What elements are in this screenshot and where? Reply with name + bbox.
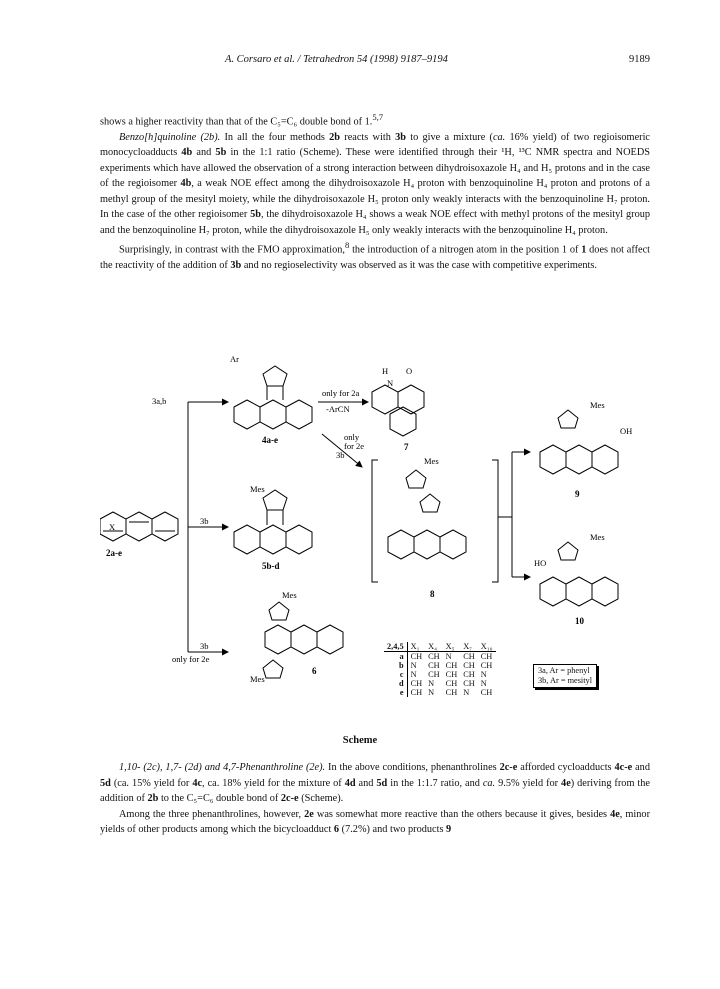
label-only-for-2e: only for 2e — [172, 654, 210, 664]
structure-8 — [372, 460, 498, 582]
label-only: only — [344, 432, 360, 442]
structure-6 — [263, 602, 343, 678]
label-2a-e: 2a-e — [106, 548, 122, 558]
label-n-7: N — [387, 378, 394, 388]
label-8: 8 — [430, 589, 435, 599]
table-row: e CH N CH N CH — [384, 688, 496, 697]
reaction-scheme — [100, 352, 660, 732]
structure-7 — [372, 385, 424, 436]
structure-5b-d — [234, 490, 312, 554]
running-header — [100, 54, 650, 70]
reagent-legend: 3a, Ar = phenyl 3b, Ar = mesityl — [533, 664, 597, 688]
label-only-for-2a: only for 2a — [322, 388, 360, 398]
label-6: 6 — [312, 666, 317, 676]
top-paragraphs — [100, 110, 650, 274]
label-4a-e: 4a-e — [262, 435, 278, 445]
table-header-row: 2,4,5 X₁ X₄ X₅ X₇ X₁₀ — [384, 642, 496, 652]
label-mes-10: Mes — [590, 532, 605, 542]
paragraph-3: Surprisingly, in contrast with the FMO approximation,$^8$ the introduction of a nitrogen atom in the position 1 of 1 does not affect the reactivity of the addition of 3b and no regioselectivity was observed as it was the case with competitive experiments. — [100, 240, 650, 272]
table-row: d CH N CH CH N — [384, 679, 496, 688]
table-row: c N CH CH CH N — [384, 670, 496, 679]
table-row: a CH CH N CH CH — [384, 652, 496, 662]
label-9: 9 — [575, 489, 580, 499]
table-row: b N CH CH CH CH — [384, 661, 496, 670]
substituent-table — [384, 642, 496, 697]
label-for-2e: for 2e — [344, 441, 365, 451]
bottom-paragraphs — [100, 760, 650, 838]
label-mes-6bottom: Mes — [250, 674, 265, 684]
label-h-7: H — [382, 366, 389, 376]
label-3ab: 3a,b — [152, 396, 167, 406]
label-ar: Ar — [230, 354, 239, 364]
paragraph-4: 1,10- (2c), 1,7- (2d) and 4,7-Phenanthroline (2e). In the above conditions, phenanthrolines 2c-e afforded cycloadducts 4c-e and 5d (ca. 15% yield for 4c, ca. 18% yield for the mixture of 4d and 5d in the 1:1.7 ratio, and ca. 9.5% yield for 4e) deriving from the addition of 2b to the C₅=C₆ double bond of 2c-e (Scheme). — [100, 762, 650, 804]
structure-4a-e — [234, 366, 312, 429]
page-number: 9189 — [629, 54, 650, 65]
label-3b-mid: 3b — [200, 516, 209, 526]
label-o-7: O — [406, 366, 413, 376]
paragraph-2: Benzo[h]quinoline (2b). In all the four methods 2b reacts with 3b to give a mixture (ca. 16% yield) of two regioisomeric monocycloadducts 4b and 5b in the 1:1 ratio (Scheme). These were identified through their ¹H, ¹³C NMR spectra and NOEDS experiments which have allowed the observation of a strong interaction between dihydroisoxazole H₄ and H₅ protons and in the case of the regioisomer 4b, a weak NOE effect among the dihydroisoxazole H₄ proton with benzoquinoline H₄ proton and protons of a methyl group of the mesityl moiety, while the dihydroisoxazole H₅ proton only weakly interacts with the benzoquinoline H₇ proton. In the case of the other regioisomer 5b, the dihydroisoxazole H₄ shows a weak NOE effect with methyl protons of the mesityl group and the benzoquinoline H₇ proton, while the dihydroisoxazole H₅ only weakly interacts with the benzoquinoline H₄ proton. — [100, 131, 651, 236]
label-oh: OH — [620, 426, 633, 436]
label-mes-6top: Mes — [282, 590, 297, 600]
structure-10 — [540, 542, 618, 606]
structure-9 — [540, 410, 618, 474]
label-7: 7 — [404, 442, 409, 452]
label-mes-8: Mes — [424, 456, 439, 466]
label-mes-9: Mes — [590, 400, 605, 410]
label-mes-5: Mes — [250, 484, 265, 494]
journal-citation: A. Corsaro et al. / Tetrahedron 54 (1998) 9187–9194 — [225, 54, 448, 65]
label-3b-diag: 3b — [336, 450, 345, 460]
label-10: 10 — [575, 616, 584, 626]
paragraph-5: Among the three phenanthrolines, however, 2e was somewhat more reactive than the others because it gives, besides 4e, minor yields of other products among which the bicycloadduct 6 (7.2%) and two products 9 — [100, 808, 650, 835]
label-arcn: -ArCN — [326, 404, 350, 414]
scheme-caption: Scheme — [342, 735, 378, 746]
label-5b-d: 5b-d — [262, 561, 280, 571]
label-3b-bottom: 3b — [200, 641, 209, 651]
paragraph-1: shows a higher reactivity than that of the C₅=C₆ double bond of 1.$^{5,7}$ — [100, 112, 384, 128]
label-x-2: X — [109, 522, 116, 532]
label-ho: HO — [534, 558, 547, 568]
